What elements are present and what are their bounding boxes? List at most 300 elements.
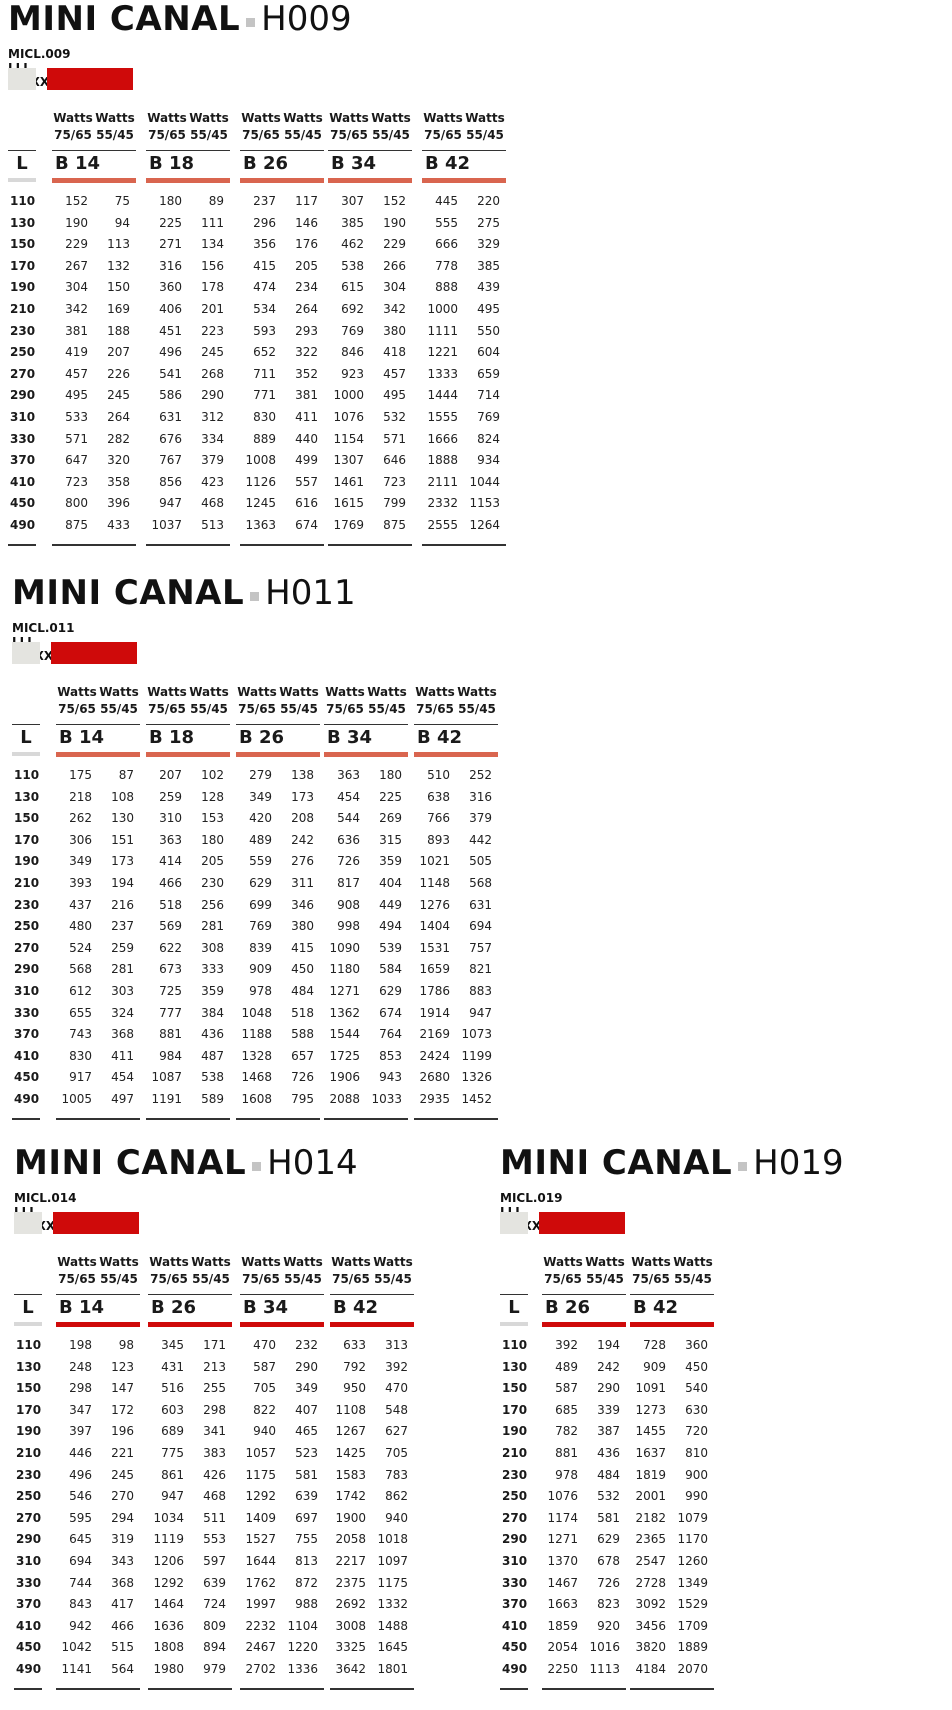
length-value: 250: [502, 1489, 528, 1504]
color-swatch-red: [539, 1212, 625, 1234]
length-value: 130: [16, 1359, 42, 1374]
watts-header-75-65: [414, 684, 456, 718]
value-55-45: 631: [469, 897, 492, 912]
group-bottom-rule: [414, 1118, 498, 1120]
group-b26: [148, 1254, 232, 1692]
watts-label: Watts: [585, 1255, 625, 1269]
length-header: L: [20, 727, 32, 748]
value-75-65: 839: [249, 940, 272, 955]
value-55-45: 339: [597, 1402, 620, 1417]
value-75-65: 1111: [427, 323, 458, 338]
value-75-65: 3456: [635, 1618, 666, 1633]
value-75-65: 889: [253, 431, 276, 446]
length-value: 170: [10, 258, 36, 273]
watts-label: Watts: [325, 685, 365, 699]
group-header-rule: [630, 1294, 714, 1295]
temp-label: 55/45: [466, 128, 504, 142]
value-55-45: 418: [383, 345, 406, 360]
group-header: B 34: [243, 1297, 289, 1318]
value-75-65: 1021: [419, 854, 450, 869]
value-55-45: 2070: [677, 1662, 708, 1676]
watts-header-55-45: [372, 1254, 414, 1288]
group-header: B 14: [59, 727, 105, 748]
value-55-45: 255: [203, 1381, 226, 1396]
value-55-45: 281: [201, 919, 224, 934]
watts-label: Watts: [465, 111, 505, 125]
group-b26: [542, 1254, 626, 1692]
value-75-65: 1769: [333, 518, 364, 532]
value-75-65: 782: [555, 1424, 578, 1439]
length-header: L: [508, 1297, 520, 1318]
value-55-45: 111: [201, 215, 224, 230]
value-55-45: 220: [477, 194, 500, 208]
watts-label: Watts: [329, 111, 369, 125]
watts-header-75-65: [630, 1254, 672, 1288]
watts-label: Watts: [57, 685, 97, 699]
value-55-45: 639: [295, 1489, 318, 1504]
title-code: H014: [267, 1143, 358, 1183]
value-55-45: 196: [111, 1424, 134, 1439]
value-55-45: 657: [291, 1048, 314, 1063]
value-75-65: 2058: [335, 1532, 366, 1547]
watts-header-75-65: [328, 110, 370, 144]
value-55-45: 988: [295, 1597, 318, 1612]
value-55-45: 226: [107, 366, 130, 381]
value-55-45: 404: [379, 876, 402, 890]
value-75-65: 725: [159, 984, 182, 998]
group-b18: [146, 684, 230, 1122]
value-55-45: 334: [201, 431, 224, 446]
value-55-45: 494: [379, 919, 402, 934]
watts-header-75-65: [148, 1254, 190, 1288]
value-55-45: 1104: [287, 1618, 318, 1633]
value-75-65: 1636: [153, 1618, 184, 1633]
temp-label: 75/65: [544, 1272, 582, 1286]
value-55-45: 532: [383, 410, 406, 424]
value-55-45: 1260: [677, 1554, 708, 1568]
watts-header-75-65: [146, 684, 188, 718]
length-value: 490: [502, 1662, 528, 1676]
value-75-65: 1108: [335, 1402, 366, 1417]
value-75-65: 1076: [547, 1489, 578, 1504]
value-75-65: 180: [159, 194, 182, 208]
value-55-45: 346: [291, 897, 314, 912]
value-75-65: 431: [161, 1359, 184, 1374]
value-75-65: 699: [249, 897, 272, 912]
value-55-45: 532: [597, 1489, 620, 1504]
group-color-bar: [324, 752, 408, 757]
value-75-65: 777: [159, 1005, 182, 1020]
value-75-65: 1328: [241, 1048, 272, 1063]
value-75-65: 462: [341, 237, 364, 252]
watts-header-55-45: [278, 684, 320, 718]
value-55-45: 694: [469, 919, 492, 934]
value-55-45: 132: [107, 258, 130, 273]
group-bottom-rule: [146, 1118, 230, 1120]
value-55-45: 1018: [377, 1532, 408, 1547]
length-value: 170: [14, 832, 40, 847]
value-55-45: 343: [111, 1554, 134, 1568]
value-55-45: 436: [597, 1446, 620, 1460]
group-b26: [240, 110, 324, 548]
group-header: B 26: [243, 153, 289, 174]
value-55-45: 385: [477, 258, 500, 273]
value-55-45: 484: [291, 984, 314, 998]
value-55-45: 303: [111, 984, 134, 998]
value-55-45: 304: [383, 280, 406, 295]
value-55-45: 465: [295, 1424, 318, 1439]
watts-label: Watts: [189, 685, 229, 699]
value-75-65: 4184: [635, 1662, 666, 1676]
value-75-65: 2375: [335, 1575, 366, 1590]
length-value: 330: [14, 1005, 40, 1020]
length-value: 450: [502, 1640, 528, 1655]
length-value: 110: [502, 1338, 528, 1352]
value-55-45: 108: [111, 789, 134, 804]
value-55-45: 290: [597, 1381, 620, 1396]
title-code: H011: [265, 573, 356, 613]
value-55-45: 862: [385, 1489, 408, 1504]
value-75-65: 533: [65, 410, 88, 424]
group-header-rule: [146, 724, 230, 725]
value-55-45: 588: [291, 1027, 314, 1042]
value-55-45: 151: [111, 832, 134, 847]
color-swatch-grey: [12, 642, 40, 664]
output-table: [14, 1254, 414, 1692]
length-value: 190: [502, 1424, 528, 1439]
value-75-65: 406: [159, 302, 182, 316]
value-75-65: 393: [69, 876, 92, 890]
length-value: 450: [16, 1640, 42, 1655]
temp-label: 55/45: [368, 702, 406, 716]
length-value: 490: [14, 1092, 40, 1106]
value-75-65: 1271: [329, 984, 360, 998]
value-55-45: 821: [469, 962, 492, 977]
group-b14: [56, 1254, 140, 1692]
value-75-65: 1742: [335, 1489, 366, 1504]
value-75-65: 2088: [329, 1092, 360, 1106]
value-75-65: 466: [159, 876, 182, 890]
value-55-45: 646: [383, 453, 406, 468]
group-color-bar: [240, 178, 324, 183]
value-75-65: 645: [69, 1532, 92, 1547]
length-value: 290: [10, 388, 36, 403]
watts-label: Watts: [279, 685, 319, 699]
value-75-65: 1608: [241, 1092, 272, 1106]
value-75-65: 2250: [547, 1662, 578, 1676]
length-header-bar: [12, 752, 40, 756]
group-header: B 26: [239, 727, 285, 748]
value-55-45: 674: [295, 518, 318, 532]
value-55-45: 934: [477, 453, 500, 468]
value-55-45: 380: [291, 919, 314, 934]
group-b18: [146, 110, 230, 548]
value-75-65: 1276: [419, 897, 450, 912]
value-75-65: 692: [341, 302, 364, 316]
value-75-65: 1808: [153, 1640, 184, 1655]
group-color-bar: [148, 1322, 232, 1327]
temp-label: 75/65: [424, 128, 462, 142]
value-55-45: 1097: [377, 1554, 408, 1568]
value-75-65: 950: [343, 1381, 366, 1396]
value-75-65: 1725: [329, 1048, 360, 1063]
length-value: 130: [502, 1359, 528, 1374]
value-55-45: 290: [201, 388, 224, 403]
value-55-45: 245: [201, 345, 224, 360]
length-header: L: [22, 1297, 34, 1318]
value-75-65: 1819: [635, 1467, 666, 1482]
value-55-45: 1645: [377, 1640, 408, 1655]
value-75-65: 342: [65, 302, 88, 316]
value-75-65: 229: [65, 237, 88, 252]
value-55-45: 102: [201, 768, 224, 782]
value-55-45: 990: [685, 1489, 708, 1504]
length-value: 330: [502, 1575, 528, 1590]
group-b14: [56, 684, 140, 1122]
value-75-65: 420: [249, 811, 272, 826]
color-swatch-red: [53, 1212, 139, 1234]
group-bottom-rule: [630, 1688, 714, 1690]
value-75-65: 1786: [419, 984, 450, 998]
value-55-45: 629: [597, 1532, 620, 1547]
value-75-65: 1583: [335, 1467, 366, 1482]
value-55-45: 769: [477, 410, 500, 424]
value-75-65: 587: [253, 1359, 276, 1374]
value-75-65: 356: [253, 237, 276, 252]
watts-label: Watts: [237, 685, 277, 699]
group-b42: [330, 1254, 414, 1692]
value-55-45: 616: [295, 496, 318, 511]
value-75-65: 218: [69, 789, 92, 804]
watts-header-75-65: [56, 684, 98, 718]
value-75-65: 2054: [547, 1640, 578, 1655]
watts-label: Watts: [423, 111, 463, 125]
temp-label: 75/65: [332, 1272, 370, 1286]
length-value: 210: [16, 1446, 42, 1460]
group-bottom-rule: [56, 1688, 140, 1690]
value-75-65: 881: [159, 1027, 182, 1042]
value-75-65: 771: [253, 388, 276, 403]
group-bottom-rule: [240, 1688, 324, 1690]
watts-label: Watts: [367, 685, 407, 699]
length-bottom-rule: [14, 1688, 42, 1690]
value-55-45: 589: [201, 1092, 224, 1106]
watts-header-75-65: [330, 1254, 372, 1288]
watts-label: Watts: [457, 685, 497, 699]
temp-label: 75/65: [148, 702, 186, 716]
value-75-65: 1267: [335, 1424, 366, 1439]
length-value: 310: [10, 410, 36, 424]
length-value: 410: [10, 474, 36, 489]
temp-label: 55/45: [674, 1272, 712, 1286]
value-55-45: 293: [295, 323, 318, 338]
value-75-65: 1037: [151, 518, 182, 532]
value-75-65: 306: [69, 832, 92, 847]
value-55-45: 1113: [589, 1662, 620, 1676]
length-value: 190: [16, 1424, 42, 1439]
title-separator-dot: [252, 1162, 261, 1171]
value-55-45: 1079: [677, 1510, 708, 1525]
watts-header-55-45: [188, 684, 230, 718]
value-55-45: 518: [291, 1005, 314, 1020]
value-75-65: 1363: [245, 518, 276, 532]
value-55-45: 194: [111, 876, 134, 890]
length-value: 370: [502, 1597, 528, 1612]
value-55-45: 213: [203, 1359, 226, 1374]
value-75-65: 1174: [547, 1510, 578, 1525]
value-55-45: 513: [201, 518, 224, 532]
section-title: [14, 1143, 358, 1183]
value-55-45: 1326: [461, 1070, 492, 1085]
value-55-45: 229: [383, 237, 406, 252]
length-value: 290: [16, 1532, 42, 1547]
watts-header-55-45: [584, 1254, 626, 1288]
value-75-65: 2467: [245, 1640, 276, 1655]
value-55-45: 495: [383, 388, 406, 403]
value-55-45: 311: [291, 876, 314, 890]
group-color-bar: [146, 752, 230, 757]
value-75-65: 1663: [547, 1597, 578, 1612]
value-55-45: 316: [469, 789, 492, 804]
value-75-65: 1468: [241, 1070, 272, 1085]
value-55-45: 150: [107, 280, 130, 295]
value-55-45: 450: [291, 962, 314, 977]
value-55-45: 920: [597, 1618, 620, 1633]
group-b34: [328, 110, 412, 548]
group-header-rule: [542, 1294, 626, 1295]
group-header-rule: [148, 1294, 232, 1295]
value-55-45: 275: [477, 215, 500, 230]
value-75-65: 1409: [245, 1510, 276, 1525]
value-55-45: 407: [295, 1402, 318, 1417]
value-75-65: 524: [69, 940, 92, 955]
group-header-rule: [240, 1294, 324, 1295]
value-55-45: 134: [201, 237, 224, 252]
length-value: 410: [16, 1618, 42, 1633]
group-header: B 42: [417, 727, 463, 748]
value-55-45: 584: [379, 962, 402, 977]
value-55-45: 194: [597, 1338, 620, 1352]
value-75-65: 2111: [427, 474, 458, 489]
value-55-45: 359: [201, 984, 224, 998]
length-value: 410: [14, 1048, 40, 1063]
value-75-65: 1048: [241, 1005, 272, 1020]
value-75-65: 2169: [419, 1027, 450, 1042]
value-75-65: 3008: [335, 1618, 366, 1633]
group-color-bar: [328, 178, 412, 183]
value-55-45: 1332: [377, 1597, 408, 1612]
value-55-45: 470: [385, 1381, 408, 1396]
value-75-65: 3092: [635, 1597, 666, 1612]
length-value: 150: [10, 237, 36, 252]
value-75-65: 414: [159, 854, 182, 869]
value-55-45: 342: [383, 302, 406, 316]
value-75-65: 1292: [153, 1575, 184, 1590]
temp-label: 75/65: [58, 1272, 96, 1286]
value-55-45: 1488: [377, 1618, 408, 1633]
title-code: H019: [753, 1143, 844, 1183]
value-75-65: 2424: [419, 1048, 450, 1063]
group-header: B 14: [55, 153, 101, 174]
group-header: B 26: [151, 1297, 197, 1318]
group-color-bar: [56, 1322, 140, 1327]
value-75-65: 569: [159, 919, 182, 934]
value-75-65: 1042: [61, 1640, 92, 1655]
value-75-65: 728: [643, 1338, 666, 1352]
value-55-45: 495: [477, 302, 500, 316]
temp-label: 75/65: [150, 1272, 188, 1286]
value-75-65: 1000: [427, 302, 458, 316]
value-75-65: 279: [249, 768, 272, 782]
output-table: [500, 1254, 714, 1692]
length-value: 230: [14, 897, 40, 912]
value-55-45: 264: [107, 410, 130, 424]
value-75-65: 942: [69, 1618, 92, 1633]
group-header: B 26: [545, 1297, 591, 1318]
output-table: [8, 110, 506, 548]
value-75-65: 1292: [245, 1489, 276, 1504]
value-55-45: 539: [379, 940, 402, 955]
value-55-45: 705: [385, 1446, 408, 1460]
value-55-45: 392: [385, 1359, 408, 1374]
value-55-45: 454: [111, 1070, 134, 1085]
length-value: 450: [14, 1070, 40, 1085]
value-75-65: 1175: [245, 1467, 276, 1482]
value-55-45: 320: [107, 453, 130, 468]
value-75-65: 2728: [635, 1575, 666, 1590]
value-55-45: 205: [295, 258, 318, 273]
value-55-45: 208: [291, 811, 314, 826]
value-75-65: 612: [69, 984, 92, 998]
watts-header-55-45: [94, 110, 136, 144]
value-55-45: 697: [295, 1510, 318, 1525]
value-75-65: 909: [249, 962, 272, 977]
length-value: 150: [502, 1381, 528, 1396]
value-55-45: 764: [379, 1027, 402, 1042]
value-55-45: 824: [477, 431, 500, 446]
value-75-65: 568: [69, 962, 92, 977]
value-55-45: 571: [383, 431, 406, 446]
value-55-45: 1175: [377, 1575, 408, 1590]
value-55-45: 548: [385, 1402, 408, 1417]
value-55-45: 341: [203, 1424, 226, 1439]
value-55-45: 322: [295, 345, 318, 360]
group-color-bar: [146, 178, 230, 183]
length-value: 150: [16, 1381, 42, 1396]
value-75-65: 1555: [427, 410, 458, 424]
value-55-45: 329: [477, 237, 500, 252]
value-75-65: 1271: [547, 1532, 578, 1547]
value-55-45: 180: [379, 768, 402, 782]
temp-label: 75/65: [330, 128, 368, 142]
length-value: 110: [14, 768, 40, 782]
value-55-45: 252: [469, 768, 492, 782]
value-55-45: 387: [597, 1424, 620, 1439]
length-value: 230: [10, 323, 36, 338]
value-55-45: 245: [111, 1467, 134, 1482]
value-75-65: 2692: [335, 1597, 366, 1612]
value-55-45: 216: [111, 897, 134, 912]
value-75-65: 2547: [635, 1554, 666, 1568]
value-55-45: 223: [201, 323, 224, 338]
value-55-45: 266: [383, 258, 406, 273]
temp-label: 75/65: [632, 1272, 670, 1286]
value-75-65: 775: [161, 1446, 184, 1460]
value-75-65: 248: [69, 1359, 92, 1374]
value-55-45: 87: [118, 768, 134, 782]
length-value: 270: [16, 1510, 42, 1525]
value-55-45: 333: [201, 962, 224, 977]
